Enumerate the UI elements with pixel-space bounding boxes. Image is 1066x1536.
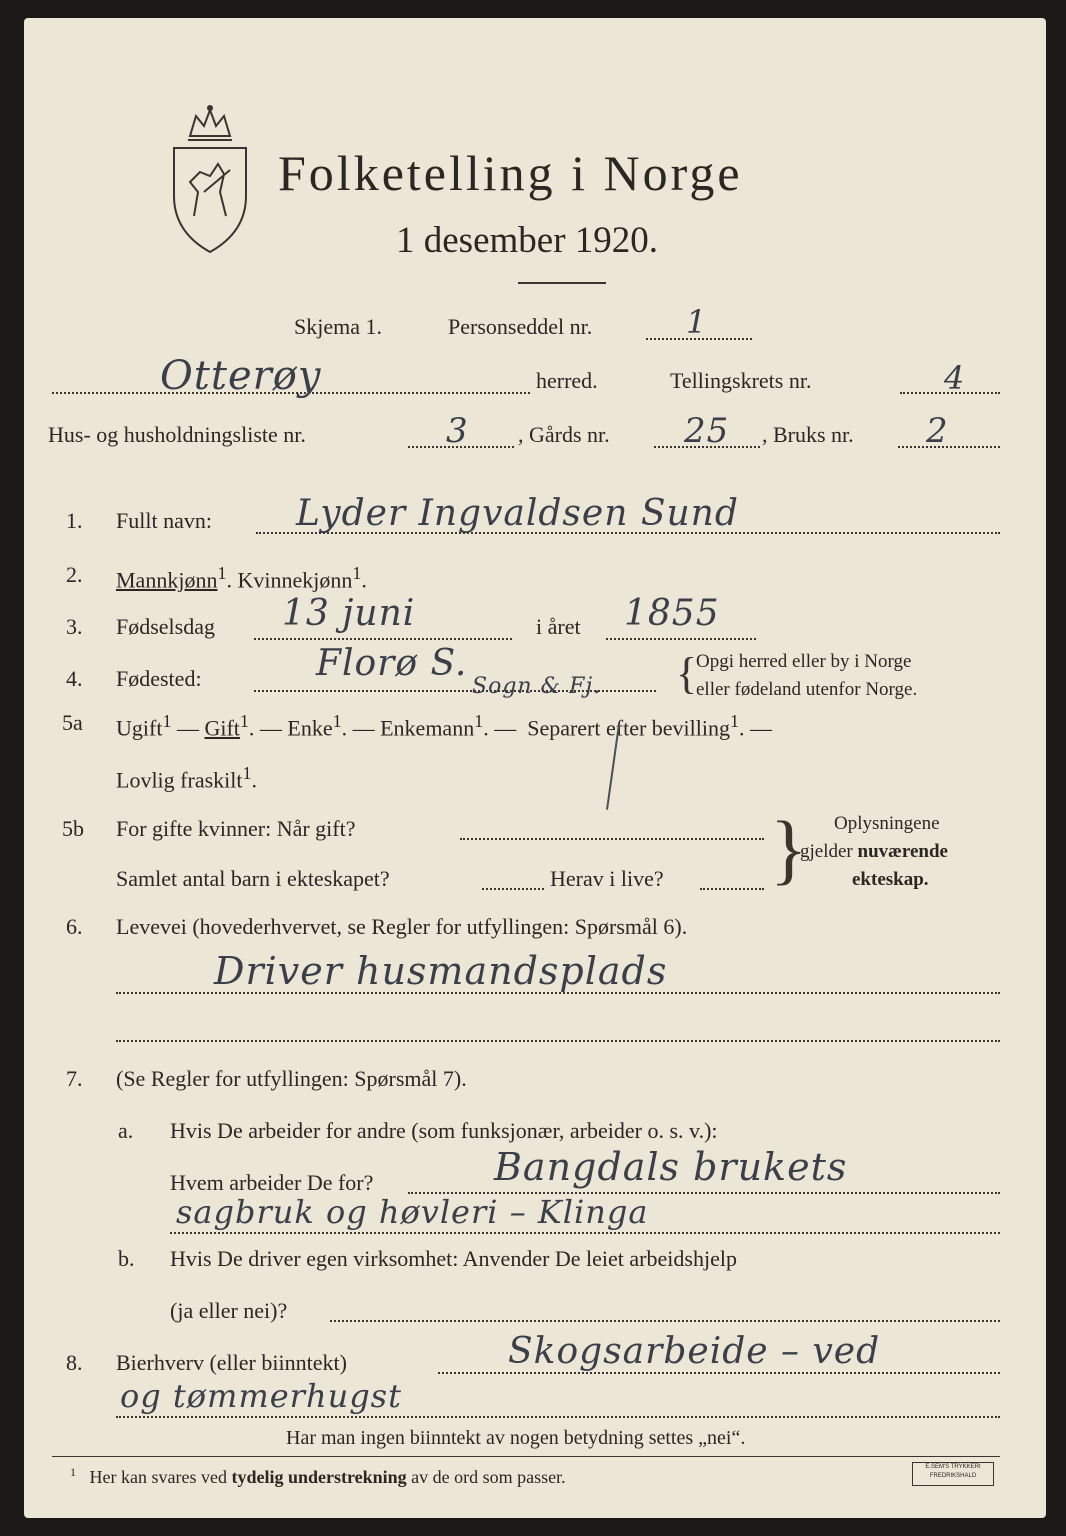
ugift-option[interactable]: Ugift <box>116 715 163 741</box>
birthplace-value: Florø S. <box>316 643 468 684</box>
fraskilt-line: Lovlig fraskilt$^1$. <box>116 763 257 793</box>
bruks-value: 2 <box>926 411 949 451</box>
children-alive-label: Herav i live? <box>550 866 664 891</box>
norwegian-coat-of-arms-icon <box>160 96 260 256</box>
fraskilt-option[interactable]: Lovlig fraskilt <box>116 767 243 793</box>
side-income-field-1[interactable] <box>438 1372 1000 1374</box>
children-total-field[interactable] <box>482 888 544 890</box>
q5b-number: 5b <box>62 816 84 841</box>
personseddel-value: 1 <box>686 303 708 341</box>
employer-value-1: Bangdals brukets <box>494 1145 848 1189</box>
printer-stamp-line1: E.SEM'S TRYKKERI <box>925 1464 981 1470</box>
occupation-label: Levevei (hovederhvervet, se Regler for utfyllingen: Spørsmål 6). <box>116 914 688 939</box>
birthday-label: Fødselsdag <box>116 614 215 639</box>
side-income-note: Har man ingen biinntekt av nogen betydning settes „nei“. <box>286 1427 746 1449</box>
birthday-value: 13 juni <box>282 593 416 634</box>
hired-help-field[interactable] <box>330 1320 1000 1322</box>
children-alive-field[interactable] <box>700 888 764 890</box>
footnote-ref: 1 <box>217 563 227 583</box>
herred-label: herred. <box>536 368 598 393</box>
male-option[interactable]: Mannkjønn <box>116 567 218 593</box>
footnote-ref: 1 <box>730 711 740 731</box>
footnote-ref: 1 <box>474 711 484 731</box>
enkemann-option[interactable]: Enkemann <box>380 715 475 741</box>
footnote-rule <box>52 1456 1000 1457</box>
q7a-text: Hvis De arbeider for andre (som funksjonær, arbeider o. s. v.): <box>170 1118 718 1143</box>
birthplace-hint-brace: { <box>676 649 698 698</box>
q7a-letter: a. <box>118 1118 134 1143</box>
birthplace-hint-line2: eller fødeland utenfor Norge. <box>696 679 918 700</box>
birth-year-field[interactable] <box>606 638 756 640</box>
q3-number: 3. <box>66 614 83 639</box>
birthplace-hint-line1: Opgi herred eller by i Norge <box>696 651 912 672</box>
footnote-text-a: Her kan svares ved <box>89 1467 232 1487</box>
occupation-value: Driver husmandsplads <box>214 949 668 993</box>
q8-number: 8. <box>66 1350 83 1375</box>
q7b-text: Hvis De driver egen virksomhet: Anvender De leiet arbeidshjelp <box>170 1246 737 1271</box>
footnote <box>70 1466 566 1486</box>
full-name-value: Lyder Ingvaldsen Sund <box>296 493 739 534</box>
footnote-marker: 1 <box>70 1465 76 1479</box>
personseddel-label: Personseddel nr. <box>448 314 593 339</box>
employer-field-2[interactable] <box>170 1232 1000 1234</box>
q6-number: 6. <box>66 914 83 939</box>
footnote-text-b: tydelig understrekning <box>231 1467 407 1487</box>
birth-year-label: i året <box>536 614 581 639</box>
printer-stamp <box>912 1462 994 1486</box>
enke-option[interactable]: Enke <box>287 715 333 741</box>
marriage-note-line2 <box>800 842 948 861</box>
employer-label: Hvem arbeider De for? <box>170 1170 374 1195</box>
footnote-ref: 1 <box>352 563 362 583</box>
footnote-ref: 1 <box>162 711 172 731</box>
children-total-label: Samlet antal barn i ekteskapet? <box>116 866 390 891</box>
marriage-note-current: nuværende <box>857 841 948 862</box>
female-option[interactable]: . Kvinnekjønn <box>226 567 353 593</box>
skjema-label: Skjema 1. <box>294 314 382 339</box>
footnote-ref: 1 <box>242 763 252 783</box>
birthplace-label: Fødested: <box>116 666 202 691</box>
employer-value-2: sagbruk og høvleri – Klinga <box>176 1193 649 1231</box>
marriage-note-gjelder: gjelder <box>800 841 858 862</box>
side-income-field-2[interactable] <box>116 1416 1000 1418</box>
q7b-letter: b. <box>118 1246 135 1271</box>
birthday-field[interactable] <box>254 638 512 640</box>
husliste-value: 3 <box>446 411 469 451</box>
hired-help-label: (ja eller nei)? <box>170 1298 288 1323</box>
bruks-field[interactable] <box>898 446 1000 448</box>
header-divider <box>518 282 606 284</box>
q7-number: 7. <box>66 1066 83 1091</box>
when-married-field[interactable] <box>460 838 764 840</box>
side-income-label: Bierhverv (eller biinntekt) <box>116 1350 347 1375</box>
footnote-ref: 1 <box>332 711 342 731</box>
marriage-note-line1: Oplysningene <box>834 813 940 834</box>
tellingskrets-label: Tellingskrets nr. <box>670 368 812 393</box>
gift-option[interactable]: Gift <box>204 715 240 741</box>
form-title: Folketelling i Norge <box>278 145 743 201</box>
birth-year-value: 1855 <box>624 593 720 634</box>
birthplace-note-value: Sogn & Fj. <box>472 674 602 699</box>
tellingskrets-value: 4 <box>944 359 966 397</box>
gender-period: . <box>361 567 367 593</box>
bruks-label: , Bruks nr. <box>762 422 854 447</box>
gards-value: 25 <box>684 411 730 451</box>
q5a-number: 5a <box>62 710 83 735</box>
side-income-value-2: og tømmerhugst <box>120 1377 402 1415</box>
marital-options: Ugift$^1$ — Gift$^1$. — Enke$^1$. — Enkemann$^1$. — Separert efter bevilling$^1$. — <box>116 711 773 741</box>
separert-option[interactable]: Separert efter bevilling <box>527 715 731 741</box>
census-date: 1 desember 1920. <box>396 220 659 261</box>
q4-number: 4. <box>66 666 83 691</box>
gender-options <box>116 564 367 591</box>
q1-label: Fullt navn: <box>116 508 212 533</box>
footnote-ref: 1 <box>239 711 249 731</box>
herred-value: Otterøy <box>160 353 322 399</box>
printer-stamp-line2: FREDRIKSHALD <box>929 1473 977 1479</box>
q7-label: (Se Regler for utfyllingen: Spørsmål 7). <box>116 1066 467 1091</box>
occupation-field-2[interactable] <box>116 1040 1000 1042</box>
gards-label: , Gårds nr. <box>518 422 610 447</box>
q1-number: 1. <box>66 508 83 533</box>
footnote-text-c: av de ord som passer. <box>406 1467 566 1487</box>
marriage-note-line3: ekteskap. <box>852 869 929 890</box>
q2-number: 2. <box>66 562 83 587</box>
marriage-note-brace: } <box>770 805 808 892</box>
side-income-value-1: Skogsarbeide – ved <box>508 1331 881 1372</box>
married-women-label: For gifte kvinner: Når gift? <box>116 816 356 841</box>
husliste-label: Hus- og husholdningsliste nr. <box>48 422 306 447</box>
